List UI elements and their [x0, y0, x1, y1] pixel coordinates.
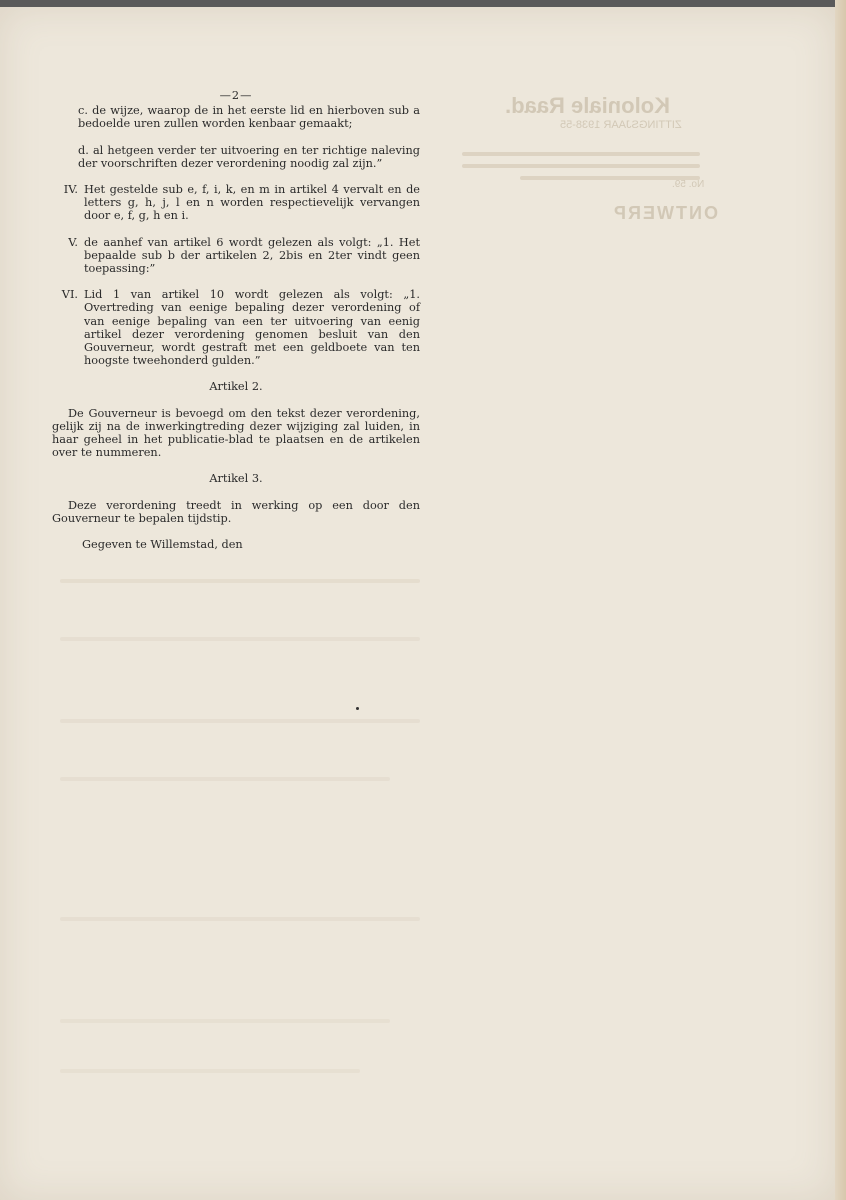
item-v: [52, 236, 420, 276]
bleed-through-line: [462, 164, 700, 168]
bleed-through-line: [60, 579, 420, 583]
item-text: Lid 1 van artikel 10 wordt gelezen als volgt: „1. Overtreding van eenige bepaling dezer verordening of van eenige bepaling van een ter uitvoering van eenig artikel dezer verordening genomen besluit van den Gouverneur, wordt gestraft met een geldboete van ten hoogste tweehonderd gulden.”: [84, 288, 420, 368]
item-c: c. de wijze, waarop de in het eerste lid en hierboven sub a bedoelde uren zullen worden kenbaar gemaakt;: [78, 104, 420, 131]
article-2-heading: Artikel 2.: [209, 380, 263, 394]
document-page: [0, 7, 835, 1200]
closing-line: Gegeven te Willemstad, den: [82, 538, 243, 552]
bleed-through-line: [60, 719, 420, 723]
item-label: VI.: [61, 288, 78, 302]
bleed-through-title: Koloniale Raad.: [505, 93, 671, 118]
bleed-through-line: [60, 777, 390, 781]
article-2-text: De Gouverneur is bevoegd om den tekst dezer verordening, gelijk zij na de inwerkingtreding dezer wijziging zal luiden, in haar geheel in het publicatie-blad te plaatsen en de artikelen over te nummeren.: [52, 406, 420, 460]
item-iv: [52, 183, 420, 223]
item-text: de aanhef van artikel 6 wordt gelezen als volgt: „1. Het bepaalde sub b der artikelen 2, 2bis en 2ter vindt geen toepassing:”: [84, 235, 420, 276]
article-3-heading: Artikel 3.: [209, 472, 263, 486]
item-d: d. al hetgeen verder ter uitvoering en ter richtige naleving der voorschriften dezer verordening noodig zal zijn.”: [78, 143, 420, 170]
bleed-through-line: [60, 637, 420, 641]
bleed-through-line: [60, 917, 420, 921]
document-text: [52, 89, 420, 564]
item-label: IV.: [63, 183, 78, 197]
bleed-through-stamp: ONTWERP: [612, 203, 718, 223]
bleed-through-number: No. 59.: [672, 179, 705, 190]
page-number: —2—: [219, 89, 253, 102]
bleed-through-line: [60, 1069, 360, 1073]
ink-speck: [356, 707, 359, 710]
item-vi: [52, 288, 420, 367]
bleed-through-line: [60, 1019, 390, 1023]
article-3-text: Deze verordening treedt in werking op een door den Gouverneur te bepalen tijdstip.: [52, 498, 420, 525]
bleed-through-line: [462, 152, 700, 156]
bleed-through-subtitle: ZITTINGSJAAR 1938-55: [560, 119, 682, 131]
page-edge: [835, 0, 846, 1200]
item-label: V.: [68, 235, 78, 249]
item-text: Het gestelde sub e, f, i, k, en m in artikel 4 vervalt en de letters g, h, j, l en n worden respectievelijk vervangen door e, f, g, h en i.: [84, 183, 420, 223]
